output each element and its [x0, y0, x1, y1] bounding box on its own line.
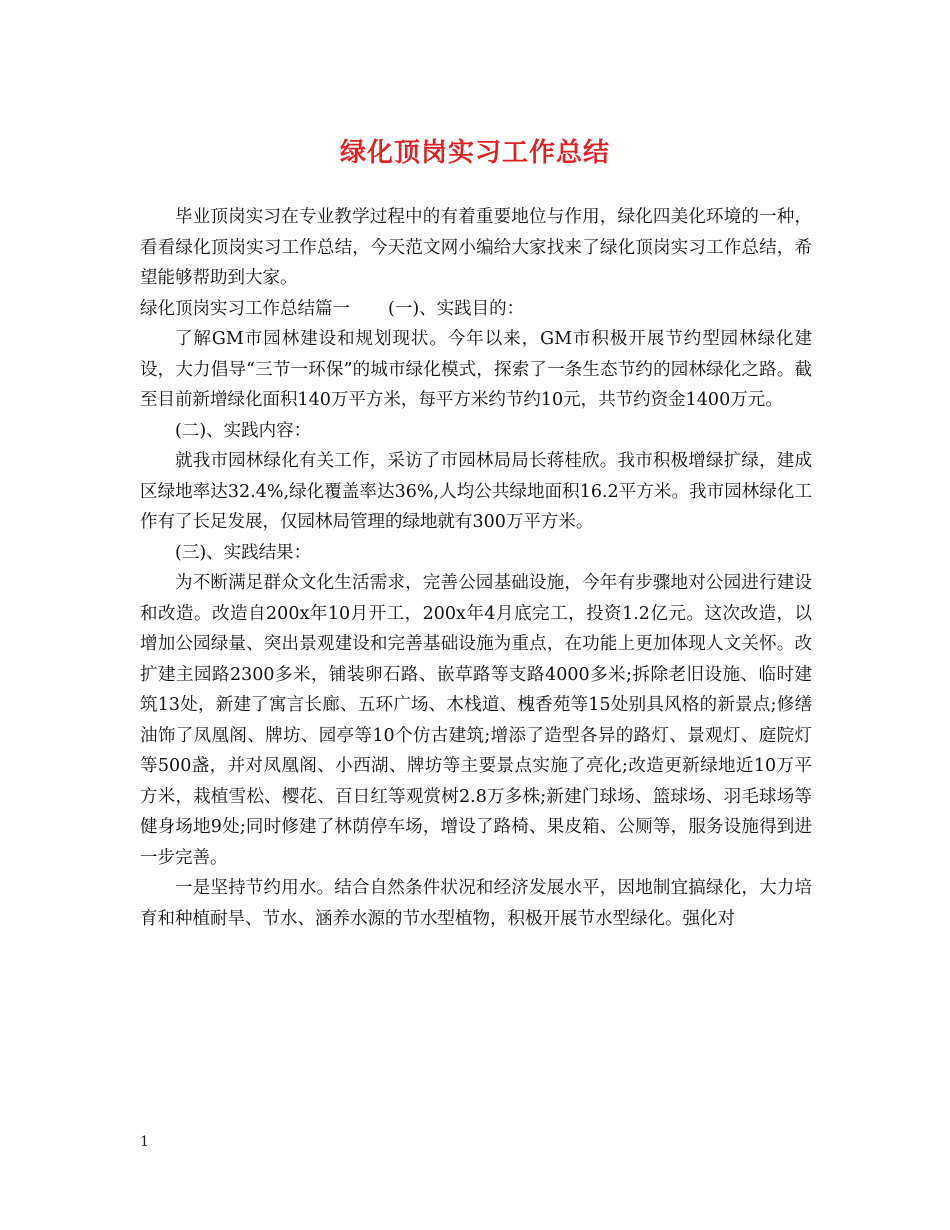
section-3-paragraph: 为不断满足群众文化生活需求，完善公园基础设施，今年有步骤地对公园进行建设和改造。改造自200x年10月开工，200x年4月底完工，投资1.2亿元。这次改造，以增加公园绿量、突出景观建设和完善基础设施为重点，在功能上更加体现人文关怀。改扩建主园路2300多米，铺装卵石路、嵌草路等支路4000多米;拆除老旧设施、临时建筑13处，新建了寓言长廊、五环广场、木栈道、槐香苑等15处别具风格的新景点;修缮油饰了凤凰阁、牌坊、园亭等10个仿古建筑;增添了造型各异的路灯、景观灯、庭院灯等500盏，并对凤凰阁、小西湖、牌坊等主要景点实施了亮化;改造更新绿地近10万平方米，栽植雪松、樱花、百日红等观赏树2.8万多株;新建门球场、篮球场、羽毛球场等健身场地9处;同时修建了林荫停车场，增设了路椅、果皮箱、公厕等，服务设施得到进一步完善。	[140, 573, 812, 868]
section-3-heading: (三)、实践结果：	[175, 542, 312, 563]
section-1-heading: (一)、实践目的：	[388, 298, 525, 319]
water-saving-paragraph: 一是坚持节约用水。结合自然条件状况和经济发展水平，因地制宜搞绿化，大力培育和种植耐旱、节水、涵养水源的节水型植物，积极开展节水型绿化。强化对	[140, 878, 812, 929]
document-title: 绿化顶岗实习工作总结	[339, 138, 610, 168]
section-heading: 绿化顶岗实习工作总结篇一	[140, 298, 350, 319]
section-2-paragraph: 就我市园林绿化有关工作，采访了市园林局局长蒋桂欣。我市积极增绿扩绿，建成区绿地率达32.4%,绿化覆盖率达36%,人均公共绿地面积16.2平方米。我市园林绿化工作有了长足发展，仅园林局管理的绿地就有300万平方米。	[140, 451, 812, 532]
section-1-paragraph: 了解GM市园林建设和规划现状。今年以来，GM市积极开展节约型园林绿化建设，大力倡导“三节一环保”的城市绿化模式，探索了一条生态节约的园林绿化之路。截至目前新增绿化面积140万平方米，每平方米约节约10元，共节约资金1400万元。	[140, 329, 812, 410]
section-2-heading: (二)、实践内容：	[175, 420, 312, 441]
document-body	[140, 202, 812, 934]
section-heading-line	[140, 294, 812, 325]
intro-paragraph: 毕业顶岗实习在专业教学过程中的有着重要地位与作用，绿化四美化环境的一种，看看绿化顶岗实习工作总结，今天范文网小编给大家找来了绿化顶岗实习工作总结，希望能够帮助到大家。	[140, 207, 812, 288]
page-number: 1	[140, 1134, 149, 1150]
